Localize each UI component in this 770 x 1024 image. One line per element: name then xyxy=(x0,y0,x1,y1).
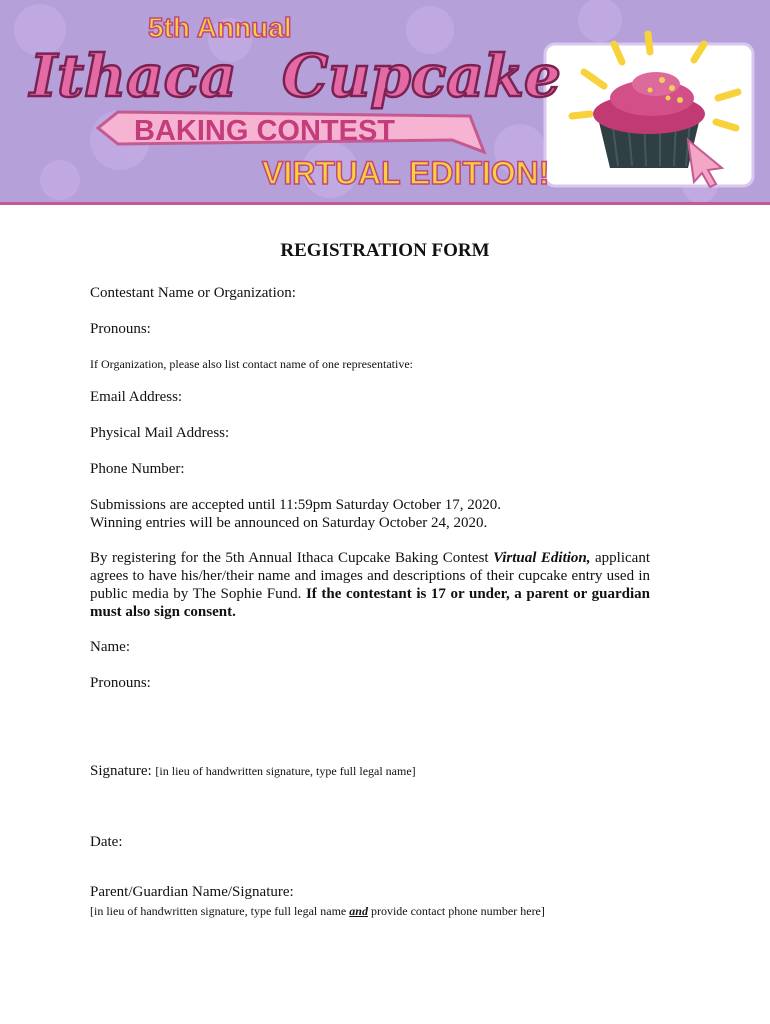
contestant-name-field[interactable]: Contestant Name or Organization: xyxy=(90,285,296,301)
annual-text: 5th Annual xyxy=(148,12,292,43)
title-ithaca: Ithaca xyxy=(30,42,237,110)
organization-contact-field[interactable]: If Organization, please also list contact name of one representative: xyxy=(90,357,413,371)
date-field[interactable]: Date: xyxy=(90,834,123,850)
form-heading: REGISTRATION FORM xyxy=(280,240,490,261)
consent-paragraph: By registering for the 5th Annual Ithaca Cupcake Baking Contest Virtual Edition, applicant agrees to have his/her/their name and images and descriptions of their cupcake entry used in public media by The Sophie Fund. If the contestant is 17 or under, a parent or guardian must also sign consent. xyxy=(90,550,650,620)
pronouns-field[interactable]: Pronouns: xyxy=(90,321,151,337)
pronouns-field-2[interactable]: Pronouns: xyxy=(90,675,151,691)
signature-field[interactable]: Signature: [in lieu of handwritten signature, type full legal name] xyxy=(90,763,416,779)
name-field[interactable]: Name: xyxy=(90,639,130,655)
ribbon-text: BAKING CONTEST xyxy=(134,115,395,147)
guardian-requirement: If the contestant is 17 or under, a parent or guardian must also sign consent. xyxy=(90,586,650,620)
announcement-text: Winning entries will be announced on Saturday October 24, 2020. xyxy=(90,515,488,531)
guardian-note: [in lieu of handwritten signature, type full legal name and provide contact phone number here] xyxy=(90,904,545,918)
email-field[interactable]: Email Address: xyxy=(90,389,183,405)
mail-address-field[interactable]: Physical Mail Address: xyxy=(90,425,230,441)
phone-field[interactable]: Phone Number: xyxy=(90,461,185,477)
edition-text: VIRTUAL EDITION! xyxy=(262,155,550,191)
signature-note: [in lieu of handwritten signature, type full legal name] xyxy=(155,764,416,778)
guardian-signature-field[interactable]: Parent/Guardian Name/Signature: xyxy=(90,884,294,900)
and-emphasis: and xyxy=(349,904,368,918)
deadline-text: Submissions are accepted until 11:59pm Saturday October 17, 2020. xyxy=(90,497,502,513)
virtual-edition-emphasis: Virtual Edition, xyxy=(493,550,591,566)
title-cupcake: Cupcake xyxy=(282,42,561,110)
